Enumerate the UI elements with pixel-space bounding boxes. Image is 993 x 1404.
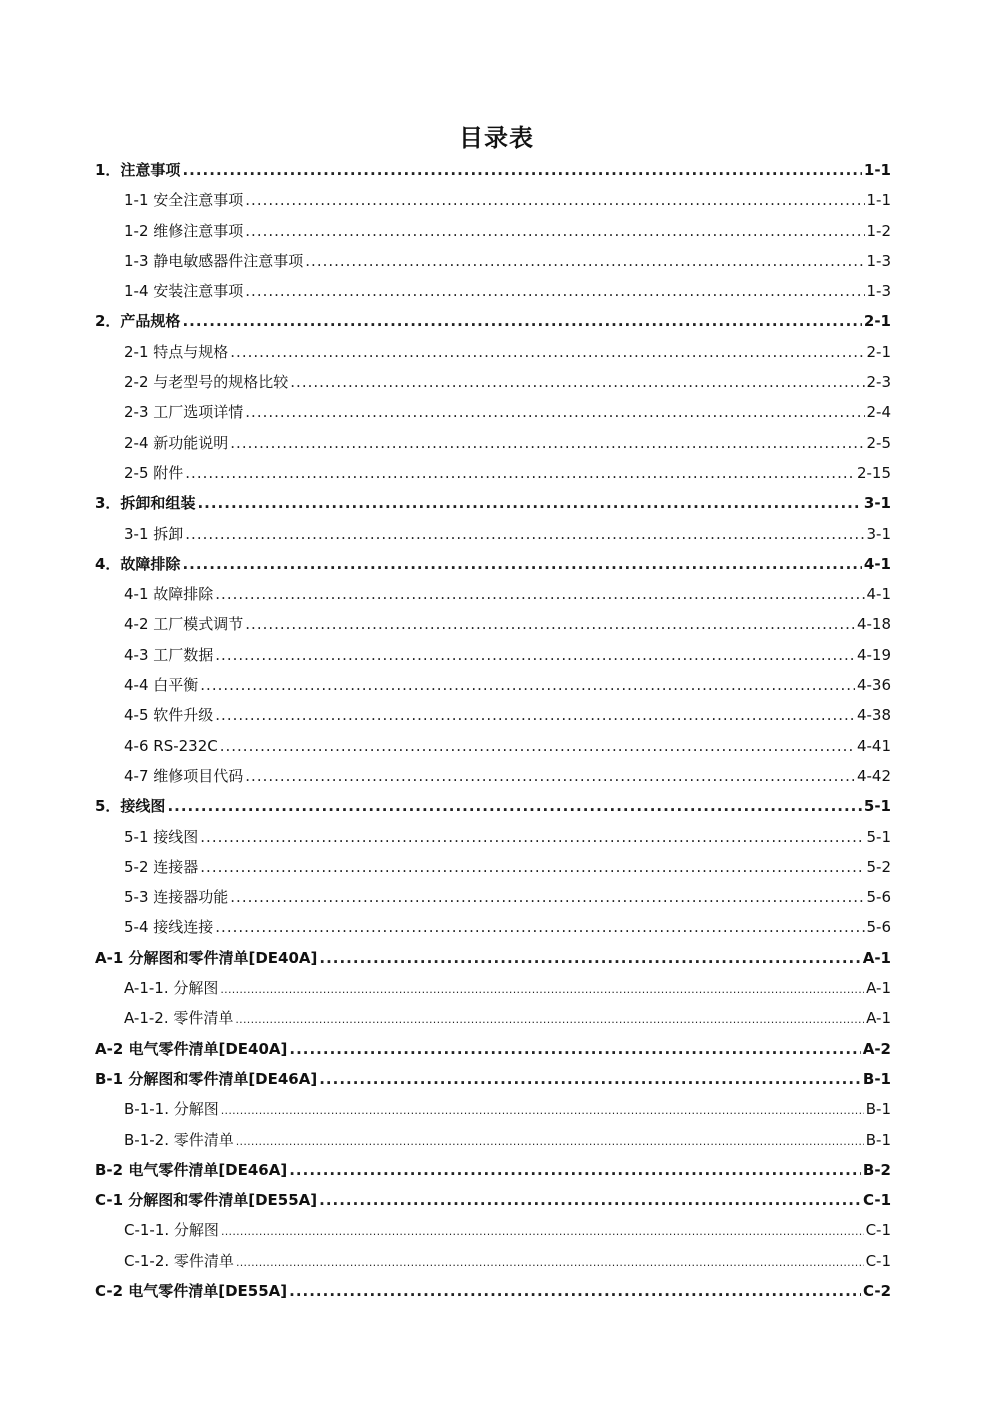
toc-subsection-entry[interactable] — [95, 519, 891, 549]
toc-subsection-entry[interactable] — [95, 579, 891, 609]
toc-entry-page: A-2 — [862, 1039, 891, 1058]
dot-leader — [182, 155, 861, 185]
toc-entry-page: 1-1 — [863, 161, 891, 179]
toc-entry-label: B-1 分解图和零件清单[DE46A] — [95, 1069, 318, 1088]
toc-entry-page: 4-38 — [856, 706, 891, 725]
toc-entry-label: B-1-2. 零件清单 — [124, 1130, 234, 1149]
dot-leader — [215, 640, 855, 670]
dot-leader — [245, 185, 864, 215]
dot-leader — [167, 791, 861, 821]
toc-subsection-entry[interactable] — [95, 367, 891, 397]
dot-leader — [185, 458, 855, 488]
toc-entry-page: 3-1 — [863, 494, 891, 513]
toc-entry-label: 3-1 拆卸 — [124, 524, 184, 543]
toc-entry-label: 5-2 连接器 — [124, 857, 199, 876]
toc-subsection-entry[interactable] — [95, 670, 891, 700]
toc-section-entry[interactable] — [95, 1064, 891, 1094]
toc-subsection-entry[interactable] — [95, 640, 891, 670]
dot-leader — [230, 882, 864, 912]
dot-leader — [230, 428, 864, 458]
toc-entry-label: 4-6 RS-232C — [124, 736, 218, 755]
toc-section-entry[interactable] — [95, 1276, 891, 1306]
toc-entry-page: 5-6 — [866, 918, 891, 937]
toc-subsection-entry[interactable] — [95, 276, 891, 306]
toc-subsection-entry[interactable] — [95, 1003, 891, 1033]
toc-entry-page: 4-19 — [856, 645, 891, 664]
dot-leader — [215, 579, 864, 609]
toc-subsection-entry[interactable] — [95, 852, 891, 882]
toc-entry-page: 4-1 — [866, 585, 891, 604]
toc-entry-label: 4-5 软件升级 — [124, 706, 214, 725]
toc-entry-page: B-1 — [865, 1100, 891, 1119]
page-title: 目录表 — [459, 124, 534, 152]
toc-entry-page: 5-1 — [863, 797, 891, 816]
toc-section-entry[interactable] — [95, 1155, 891, 1185]
toc-subsection-entry[interactable] — [95, 1094, 891, 1124]
toc-entry-page: C-1 — [865, 1251, 891, 1270]
toc-entry-label: 2-1 特点与规格 — [124, 342, 229, 361]
toc-entry-label: 1-4 安装注意事项 — [124, 282, 244, 301]
toc-entry-page: 4-41 — [856, 736, 891, 755]
toc-entry-page: A-1 — [866, 1009, 891, 1028]
toc-entry-label: 5-3 连接器功能 — [124, 888, 229, 907]
dot-leader — [236, 1127, 864, 1157]
toc-entry-page: C-2 — [862, 1281, 891, 1300]
toc-entry-page: 1-3 — [866, 282, 891, 301]
toc-entry-page: C-1 — [865, 1221, 891, 1240]
toc-entry-page: B-1 — [865, 1130, 891, 1149]
toc-entry-label: 2-2 与老型号的规格比较 — [124, 373, 289, 392]
toc-entry-label: 3．拆卸和组装 — [95, 494, 196, 513]
toc-entry-label: 2．产品规格 — [95, 312, 181, 331]
toc-subsection-entry[interactable] — [95, 973, 891, 1003]
toc-entry-page: 4-42 — [856, 766, 891, 785]
dot-leader — [290, 367, 864, 397]
toc-entry-label: 5．接线图 — [95, 797, 166, 816]
toc-subsection-entry[interactable] — [95, 1246, 891, 1276]
toc-entry-label: 4-3 工厂数据 — [124, 645, 214, 664]
toc-entry-label: 4-7 维修项目代码 — [124, 766, 244, 785]
dot-leader — [289, 1155, 861, 1185]
toc-subsection-entry[interactable] — [95, 822, 891, 852]
toc-entry-page: 4-36 — [856, 676, 891, 695]
dot-leader — [182, 306, 861, 336]
toc-entry-page: A-1 — [866, 979, 891, 998]
toc-entry-label: C-1-1. 分解图 — [124, 1221, 219, 1240]
dot-leader — [230, 337, 864, 367]
dot-leader — [235, 1005, 864, 1035]
toc-entry-page: 2-1 — [863, 312, 891, 331]
dot-leader — [182, 549, 861, 579]
toc-entry-label: 4-1 故障排除 — [124, 585, 214, 604]
toc-subsection-entry[interactable] — [95, 428, 891, 458]
table-of-contents — [95, 155, 891, 1306]
toc-subsection-entry[interactable] — [95, 216, 891, 246]
dot-leader — [289, 1276, 861, 1306]
toc-entry-label: 4．故障排除 — [95, 554, 181, 573]
toc-subsection-entry[interactable] — [95, 912, 891, 942]
toc-entry-label: A-1-2. 零件清单 — [124, 1009, 234, 1028]
dot-leader — [319, 943, 860, 973]
dot-leader — [319, 1185, 861, 1215]
toc-entry-label: 2-5 附件 — [124, 463, 184, 482]
dot-leader — [289, 1034, 860, 1064]
dot-leader — [220, 975, 864, 1005]
toc-subsection-entry[interactable] — [95, 458, 891, 488]
toc-entry-label: A-1 分解图和零件清单[DE40A] — [95, 948, 318, 967]
dot-leader — [197, 488, 861, 518]
dot-leader — [200, 822, 864, 852]
toc-entry-label: 4-2 工厂模式调节 — [124, 615, 244, 634]
toc-section-entry[interactable] — [95, 943, 891, 973]
dot-leader — [221, 1096, 864, 1126]
toc-entry-label: C-1-2. 零件清单 — [124, 1251, 234, 1270]
toc-entry-page: 2-3 — [866, 373, 891, 392]
toc-entry-page: 1-1 — [866, 191, 891, 210]
toc-subsection-entry[interactable] — [95, 731, 891, 761]
toc-entry-label: 4-4 白平衡 — [124, 676, 199, 695]
dot-leader — [319, 1064, 861, 1094]
toc-subsection-entry[interactable] — [95, 185, 891, 215]
toc-entry-label: C-2 电气零件清单[DE55A] — [95, 1281, 288, 1300]
toc-entry-page: B-2 — [862, 1160, 891, 1179]
dot-leader — [305, 246, 864, 276]
toc-subsection-entry[interactable] — [95, 761, 891, 791]
dot-leader — [245, 397, 864, 427]
toc-entry-label: 1．注意事项 — [95, 161, 181, 179]
dot-leader — [245, 276, 864, 306]
toc-subsection-entry[interactable] — [95, 1215, 891, 1245]
toc-entry-page: 2-15 — [856, 463, 891, 482]
toc-entry-label: A-2 电气零件清单[DE40A] — [95, 1039, 288, 1058]
toc-entry-page: 5-1 — [866, 827, 891, 846]
toc-subsection-entry[interactable] — [95, 1125, 891, 1155]
toc-entry-page: 2-5 — [866, 433, 891, 452]
toc-entry-label: A-1-1. 分解图 — [124, 979, 219, 998]
dot-leader — [221, 1217, 864, 1247]
toc-entry-label: 2-3 工厂选项详情 — [124, 403, 244, 422]
dot-leader — [215, 912, 864, 942]
toc-section-entry[interactable] — [95, 306, 891, 336]
toc-entry-label: 1-3 静电敏感器件注意事项 — [124, 251, 304, 270]
toc-section-entry[interactable] — [95, 1185, 891, 1215]
toc-section-entry[interactable] — [95, 791, 891, 821]
toc-subsection-entry[interactable] — [95, 397, 891, 427]
dot-leader — [236, 1248, 864, 1278]
toc-entry-page: 1-3 — [866, 251, 891, 270]
toc-entry-label: B-2 电气零件清单[DE46A] — [95, 1160, 288, 1179]
toc-entry-page: B-1 — [862, 1069, 891, 1088]
toc-subsection-entry[interactable] — [95, 337, 891, 367]
toc-entry-label: C-1 分解图和零件清单[DE55A] — [95, 1191, 318, 1210]
toc-entry-page: 4-18 — [856, 615, 891, 634]
toc-subsection-entry[interactable] — [95, 246, 891, 276]
toc-subsection-entry[interactable] — [95, 700, 891, 730]
toc-entry-label: B-1-1. 分解图 — [124, 1100, 219, 1119]
toc-entry-page: 2-1 — [866, 342, 891, 361]
toc-entry-label: 5-4 接线连接 — [124, 918, 214, 937]
toc-entry-page: 4-1 — [863, 554, 891, 573]
dot-leader — [185, 519, 864, 549]
toc-entry-page: 3-1 — [866, 524, 891, 543]
dot-leader — [200, 670, 855, 700]
toc-section-entry[interactable] — [95, 549, 891, 579]
dot-leader — [245, 216, 864, 246]
toc-entry-page: A-1 — [862, 948, 891, 967]
toc-subsection-entry[interactable] — [95, 882, 891, 912]
toc-subsection-entry[interactable] — [95, 609, 891, 639]
toc-entry-page: 1-2 — [866, 221, 891, 240]
toc-entry-page: C-1 — [862, 1191, 891, 1210]
dot-leader — [245, 761, 855, 791]
toc-entry-label: 1-1 安全注意事项 — [124, 191, 244, 210]
toc-entry-label: 2-4 新功能说明 — [124, 433, 229, 452]
toc-section-entry[interactable] — [95, 1034, 891, 1064]
toc-entry-page: 5-2 — [866, 857, 891, 876]
dot-leader — [200, 852, 864, 882]
toc-entry-page: 2-4 — [866, 403, 891, 422]
toc-section-entry[interactable] — [95, 488, 891, 518]
dot-leader — [215, 700, 855, 730]
dot-leader — [220, 731, 855, 761]
toc-entry-label: 1-2 维修注意事项 — [124, 221, 244, 240]
toc-section-entry[interactable] — [95, 155, 891, 185]
toc-entry-page: 5-6 — [866, 888, 891, 907]
dot-leader — [245, 609, 855, 639]
toc-entry-label: 5-1 接线图 — [124, 827, 199, 846]
